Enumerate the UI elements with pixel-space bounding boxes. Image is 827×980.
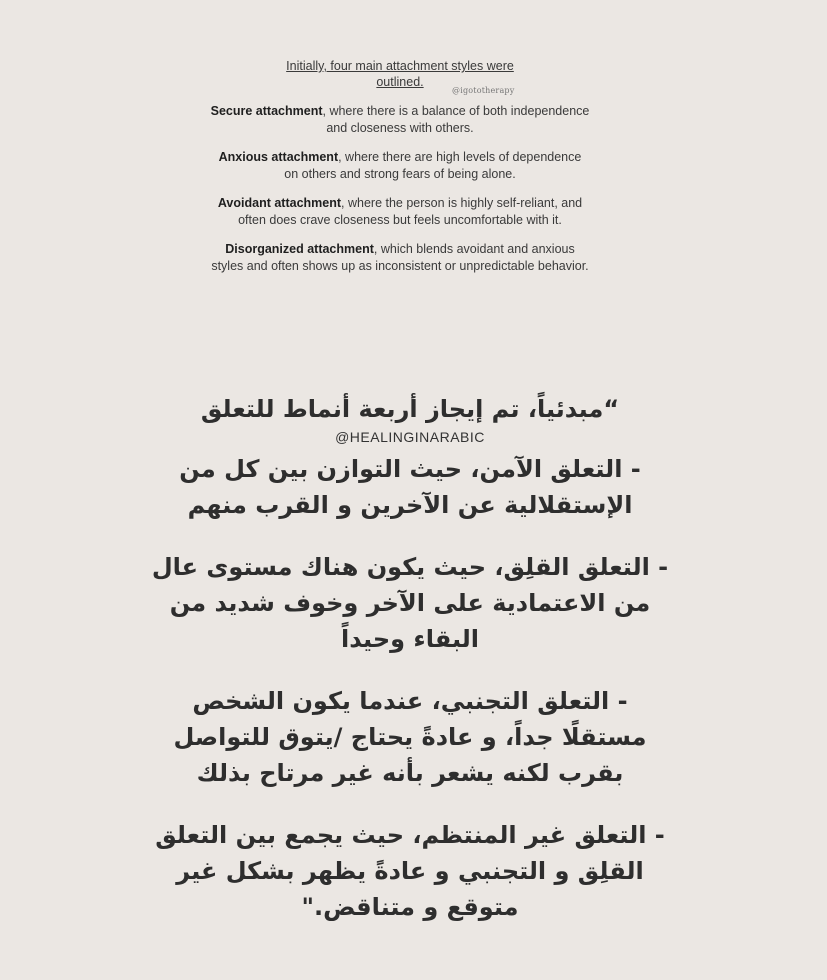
arabic-source-handle: @HEALINGINARABIC [335,429,485,445]
anxious-attachment-text [210,149,590,183]
arabic-disorganized-text: - التعلق غير المنتظم، حيث يجمع بين التعلق القلِق و التجنبي و عادةً يظهر بشكل غير متوقع و متناقض." [155,821,665,921]
arabic-anxious-text: - التعلق القلِق، حيث يكون هناك مستوى عال من الاعتمادية على الآخر وخوف شديد من البقاء وحيداً [151,553,669,653]
arabic-intro: “مبدئياً، تم إيجاز أربعة أنماط للتعلق [200,395,620,423]
arabic-avoidant-text: - التعلق التجنبي، عندما يكون الشخص مستقلًا جداً، و عادةً يحتاج /يتوق للتواصل بقرب لكنه يشعر بأنه غير مرتاح بذلك [173,687,647,787]
style-name: Secure attachment [210,104,323,118]
style-name: Disorganized attachment [225,242,374,256]
style-description: , which blends avoidant and anxious styles and often shows up as inconsistent or unpredictable behavior. [211,242,589,273]
disorganized-attachment-text [210,241,590,275]
avoidant-attachment-text [210,195,590,229]
english-title: Initially, four main attachment styles were outlined. [286,59,514,89]
english-source-handle: @igototherapy [452,86,515,95]
style-description: , where the person is highly self-reliant, and often does crave closeness but feels uncomfortable with it. [238,196,583,227]
style-description: , where there are high levels of dependence on others and strong fears of being alone. [284,150,582,181]
arabic-secure-text: - التعلق الآمن، حيث التوازن بين كل من الإستقلالية عن الآخرين و القرب منهم [179,455,641,519]
style-description: , where there is a balance of both independence and closeness with others. [322,104,590,135]
secure-attachment-text [210,103,590,137]
style-name: Avoidant attachment [217,196,342,210]
english-section [210,58,590,275]
arabic-section [150,393,670,951]
style-name: Anxious attachment [218,150,339,164]
